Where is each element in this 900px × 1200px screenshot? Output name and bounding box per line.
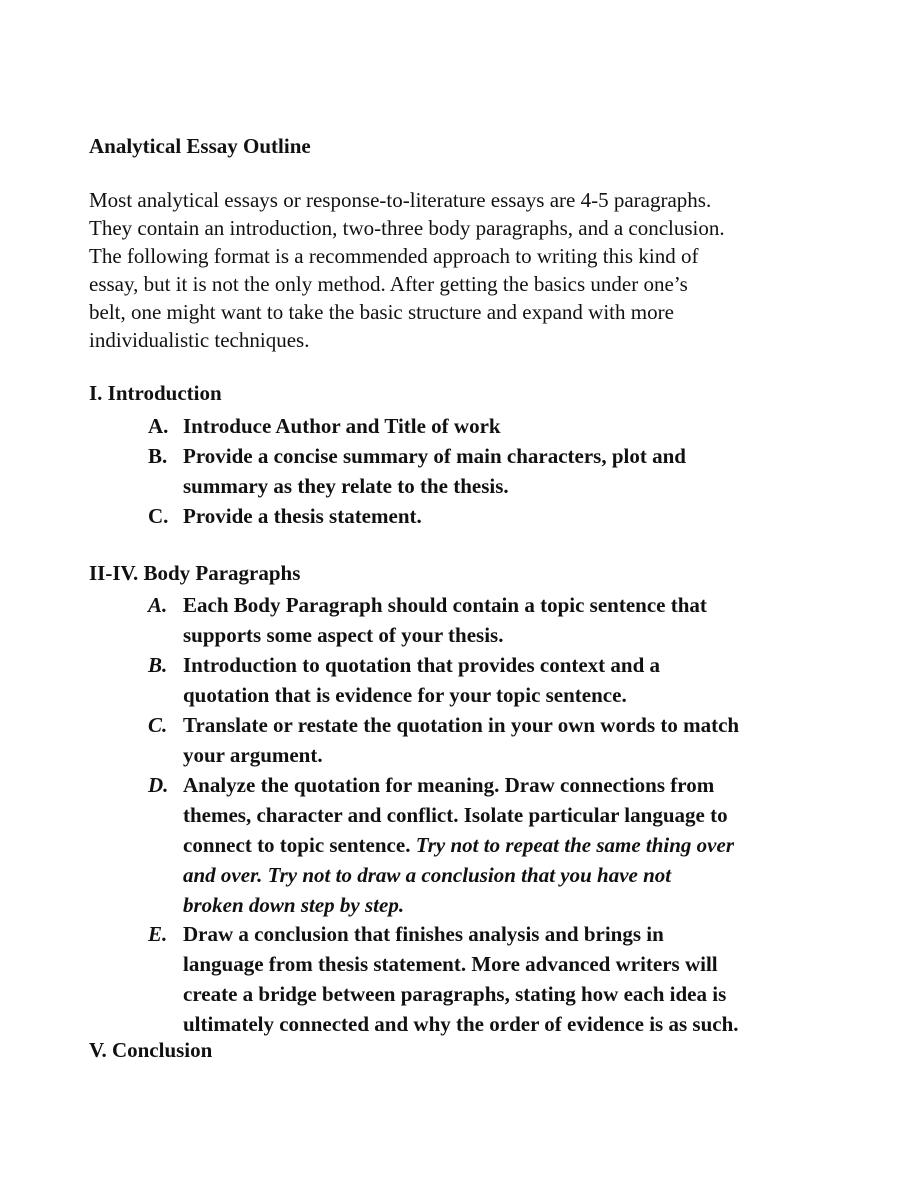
item-text: [183, 590, 707, 650]
item-letter: C.: [148, 713, 168, 737]
section-heading-introduction: I. Introduction: [89, 381, 222, 405]
item-line: your argument.: [183, 743, 323, 767]
item-line: supports some aspect of your thesis.: [183, 623, 504, 647]
item-line: Introduce Author and Title of work: [183, 414, 501, 438]
item-text: [183, 919, 739, 1039]
intro-line: Most analytical essays or response-to-literature essays are 4-5 paragraphs.: [89, 188, 712, 212]
item-line: language from thesis statement. More advanced writers will: [183, 952, 718, 976]
outline-item: [148, 770, 734, 920]
intro-line: individualistic techniques.: [89, 328, 310, 352]
item-line: Analyze the quotation for meaning. Draw connections from: [183, 773, 715, 797]
outline-item: [148, 650, 660, 710]
item-letter: A.: [148, 593, 168, 617]
outline-item: [148, 590, 707, 650]
item-line: Provide a thesis statement.: [183, 504, 422, 528]
item-letter: E.: [148, 922, 168, 946]
outline-item: [148, 501, 422, 531]
item-line: summary as they relate to the thesis.: [183, 474, 509, 498]
item-line-italic: broken down step by step.: [183, 893, 405, 917]
item-line: Introduction to quotation that provides context and a: [183, 653, 661, 677]
section-heading-body: II-IV. Body Paragraphs: [89, 561, 301, 585]
item-line-plain-part: connect to topic sentence.: [183, 833, 416, 857]
outline-item: [148, 411, 501, 441]
item-line: Each Body Paragraph should contain a topic sentence that: [183, 593, 707, 617]
item-line: Draw a conclusion that finishes analysis and brings in: [183, 922, 664, 946]
item-letter: A.: [148, 414, 169, 438]
outline-item: [148, 441, 686, 501]
item-line: [183, 830, 734, 860]
item-line-italic-part: Try not to repeat the same thing over: [415, 833, 734, 857]
item-letter: B.: [148, 444, 168, 468]
outline-item: [148, 710, 739, 770]
item-letter: B.: [148, 653, 168, 677]
intro-line: belt, one might want to take the basic structure and expand with more: [89, 300, 674, 324]
intro-line: They contain an introduction, two-three body paragraphs, and a conclusion.: [89, 216, 725, 240]
item-letter: C.: [148, 504, 169, 528]
intro-line: The following format is a recommended approach to writing this kind of: [89, 244, 699, 268]
item-text: [183, 411, 501, 441]
outline-item: [148, 919, 739, 1039]
item-line: themes, character and conflict. Isolate particular language to: [183, 803, 728, 827]
intro-paragraph: [89, 186, 809, 354]
item-text: [183, 441, 686, 501]
item-text: [183, 501, 422, 531]
item-text: [183, 770, 734, 920]
section-heading-conclusion: V. Conclusion: [89, 1038, 213, 1062]
item-text: [183, 650, 660, 710]
document-title: Analytical Essay Outline: [89, 134, 311, 158]
item-line: quotation that is evidence for your topic sentence.: [183, 683, 627, 707]
item-line-italic: and over. Try not to draw a conclusion that you have not: [183, 863, 672, 887]
item-line: Provide a concise summary of main characters, plot and: [183, 444, 686, 468]
item-line: create a bridge between paragraphs, stating how each idea is: [183, 982, 727, 1006]
item-text: [183, 710, 739, 770]
item-line: Translate or restate the quotation in your own words to match: [183, 713, 740, 737]
item-line: ultimately connected and why the order of evidence is as such.: [183, 1012, 739, 1036]
intro-line: essay, but it is not the only method. After getting the basics under one’s: [89, 272, 688, 296]
item-letter: D.: [148, 773, 169, 797]
